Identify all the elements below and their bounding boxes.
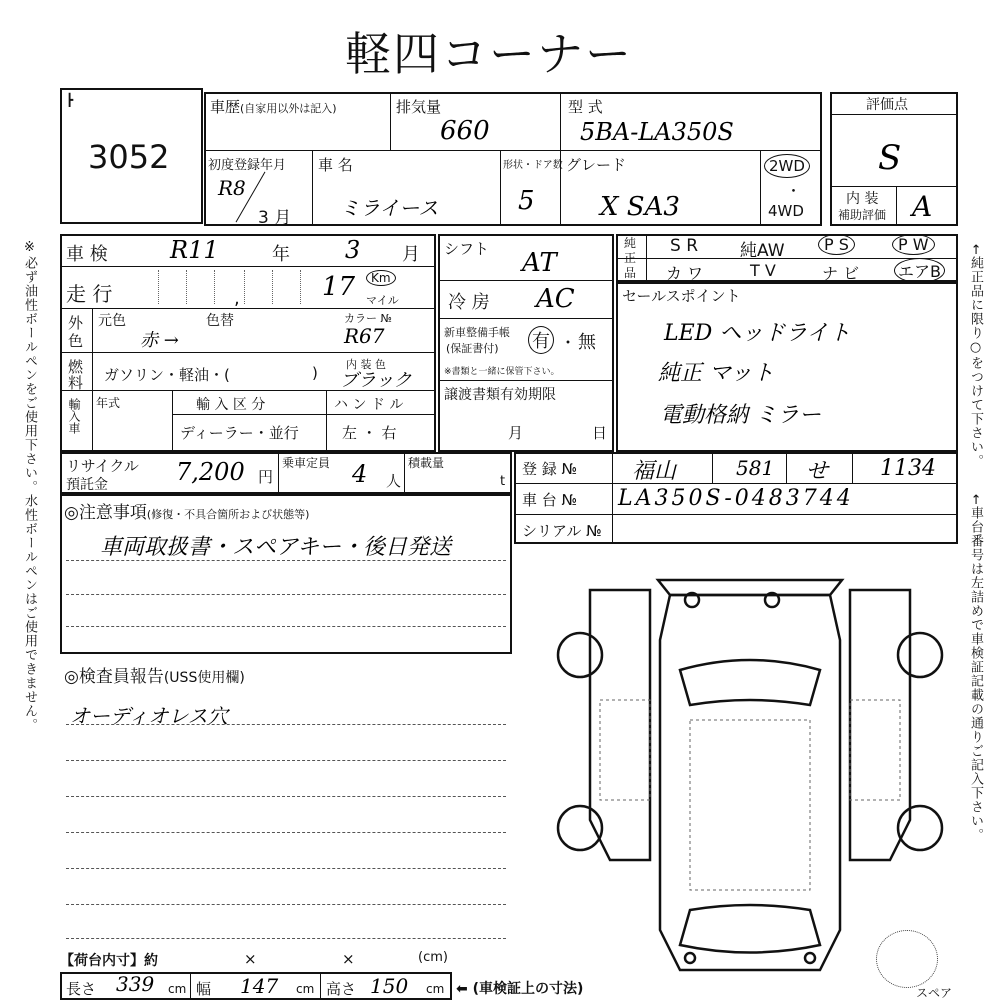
- genuine-label-3: 品: [624, 266, 637, 280]
- genuine-ps[interactable]: P S: [818, 234, 855, 255]
- import-year-label: 年式: [96, 396, 121, 410]
- inspector-sub: (USS使用欄): [163, 670, 245, 686]
- exterior-label-2: 色: [68, 332, 84, 350]
- exterior-value: 赤 →: [140, 330, 179, 351]
- maintenance-yes[interactable]: 有: [528, 326, 554, 354]
- fuel-label-2: 料: [68, 374, 84, 392]
- inspection-month-unit: 月: [402, 244, 420, 265]
- registration-place: 福山: [632, 459, 677, 484]
- displacement-label: 排気量: [396, 98, 442, 116]
- grade-value: X SA3: [600, 192, 680, 222]
- displacement-value: 660: [440, 116, 490, 146]
- history-label: [210, 96, 337, 117]
- cargo-x1: ×: [244, 950, 257, 968]
- color-no-value: R67: [344, 324, 385, 348]
- rating-label: 評価点: [866, 97, 908, 113]
- inspection-era: R11: [170, 236, 219, 264]
- spare-label: スペア: [916, 986, 953, 1000]
- car-name-value: ミライース: [340, 196, 439, 220]
- genuine-aw[interactable]: 純AW: [740, 241, 785, 261]
- rating-value: S: [878, 138, 902, 178]
- sales-point-3: 電動格納 ミラー: [660, 403, 821, 428]
- model-label: 型 式: [568, 98, 603, 116]
- handle-value: 左 ・ 右: [342, 424, 397, 442]
- left-side-note: ※必ず油性ボールペンをご使用下さい。水性ボールペンはご使用できません。: [22, 240, 37, 732]
- mileage-sep: ,: [234, 288, 240, 309]
- cargo-x2: ×: [342, 950, 355, 968]
- doors-label: 形状・ドア数: [503, 160, 563, 171]
- inspector-label-text: ◎検査員報告: [64, 667, 164, 687]
- height-label: 高さ: [326, 980, 357, 998]
- genuine-label-1: 純: [624, 236, 637, 250]
- width-label: 幅: [196, 980, 212, 998]
- sales-points-label: セールスポイント: [622, 287, 741, 305]
- history-label-text: 車歴: [210, 98, 241, 116]
- cargo-label: 【荷台内寸】約: [60, 953, 158, 969]
- load-label: 積載量: [408, 456, 445, 470]
- handle-label: ハ ン ド ル: [334, 397, 404, 413]
- registration-number: 1134: [880, 456, 936, 481]
- genuine-label-2: 正: [624, 251, 637, 265]
- exterior-label-1: 外: [68, 314, 84, 332]
- notes-line-1: 車両取扱書・スペアキー・後日発送: [100, 535, 452, 560]
- inspection-label: 車 検: [66, 244, 108, 265]
- genuine-navi[interactable]: ナ ビ: [822, 264, 860, 283]
- mileage-unit-km[interactable]: Km: [366, 270, 396, 286]
- interior-grade-label-2: 補助評価: [838, 208, 887, 222]
- recycle-value: 7,200: [176, 458, 245, 486]
- chassis-value: LA350S-0483744: [618, 486, 854, 511]
- sales-point-2: 純正 マット: [658, 361, 775, 386]
- inspector-line-1: オーディオレス穴: [70, 704, 228, 728]
- import-category-value: ディーラー・並行: [180, 424, 299, 442]
- recycle-unit: 円: [258, 468, 274, 486]
- mileage-value: 17: [322, 272, 356, 302]
- genuine-kawa[interactable]: カ ワ: [666, 264, 704, 283]
- history-note: (自家用以外は記入): [240, 102, 337, 115]
- grade-label: グレード: [566, 156, 627, 174]
- genuine-sr[interactable]: S R: [670, 236, 699, 256]
- first-reg-month: 3 月: [258, 208, 292, 228]
- chassis-label: 車 台 №: [522, 491, 578, 509]
- length-label: 長さ: [66, 980, 97, 998]
- right-side-note-2: ←車台番号は左詰めで車検証記載の通りご記入下さい。: [968, 494, 983, 842]
- width-value: 147: [240, 974, 279, 998]
- transfer-label: 譲渡書類有効期限: [444, 387, 556, 403]
- aircon-label: 冷 房: [448, 292, 490, 313]
- serial-label: シリアル №: [522, 522, 602, 540]
- fuel-close: ): [312, 364, 318, 382]
- maintenance-sep: ・: [560, 333, 577, 352]
- interior-color-label: 内 装 色: [346, 358, 386, 371]
- lot-number: 3052: [88, 138, 170, 176]
- capacity-unit: 人: [386, 472, 402, 490]
- import-label: 輸入車: [67, 398, 81, 434]
- car-name-label: 車 名: [318, 156, 353, 174]
- drive-dot: ・: [786, 182, 802, 200]
- right-side-note-1: ←純正品に限り○をつけて下さい。: [968, 244, 983, 468]
- registration-kana: せ: [806, 459, 829, 484]
- notes-sub: (修復・不具合箇所および状態等): [146, 508, 310, 521]
- exterior-change-label: 色替: [206, 313, 234, 329]
- genuine-airbag[interactable]: エアB: [894, 258, 945, 283]
- exterior-orig-label: 元色: [98, 313, 126, 329]
- corner-mark: ┣: [66, 93, 74, 107]
- genuine-tv[interactable]: T V: [750, 261, 776, 280]
- drive-4wd[interactable]: 4WD: [768, 202, 804, 220]
- recycle-label-1: リサイクル: [66, 457, 139, 475]
- recycle-label-2: 預託金: [66, 477, 108, 493]
- dims-note: ⬅ (車検証上の寸法): [456, 981, 584, 997]
- spare-tire-icon[interactable]: [876, 930, 938, 988]
- notes-label: [64, 498, 309, 523]
- length-value: 339: [116, 972, 155, 996]
- notes-label-text: ◎注意事項: [64, 503, 147, 523]
- import-category-label: 輸 入 区 分: [196, 397, 266, 413]
- maintenance-no[interactable]: 無: [578, 332, 596, 353]
- first-reg-label: 初度登録年月: [208, 158, 287, 173]
- fuel-label-1: 燃: [68, 358, 84, 376]
- mileage-unit-mile: マイル: [366, 294, 399, 307]
- car-damage-diagram[interactable]: [540, 560, 960, 980]
- inspection-year-unit: 年: [272, 244, 290, 265]
- sales-point-1: LED ヘッドライト: [664, 321, 851, 346]
- length-unit: cm: [168, 982, 187, 996]
- first-reg-year: R8: [218, 176, 246, 200]
- cargo-unit: (cm): [418, 950, 448, 965]
- interior-color-value: ブラック: [340, 370, 412, 391]
- maintenance-sub: (保証書付): [446, 342, 499, 355]
- fuel-text: ガソリン・軽油・(: [104, 366, 230, 384]
- capacity-label: 乗車定員: [282, 456, 331, 470]
- registration-label: 登 録 №: [522, 460, 578, 478]
- transfer-day: 日: [592, 424, 608, 442]
- interior-grade-label-1: 内 装: [846, 191, 879, 207]
- height-unit: cm: [426, 982, 445, 996]
- transfer-month: 月: [508, 424, 524, 442]
- interior-grade-value: A: [912, 190, 933, 223]
- aircon-value: AC: [536, 284, 575, 314]
- drive-2wd[interactable]: 2WD: [764, 154, 810, 178]
- genuine-pw[interactable]: P W: [892, 234, 935, 255]
- shift-label: シフト: [444, 240, 490, 258]
- model-value: 5BA-LA350S: [580, 118, 734, 146]
- capacity-value: 4: [352, 460, 368, 488]
- load-unit: t: [500, 474, 506, 489]
- color-no-label: カラー №: [344, 312, 392, 325]
- page-title: 軽四コーナー: [345, 27, 633, 81]
- inspector-label: [64, 662, 245, 687]
- height-value: 150: [370, 974, 409, 998]
- maintenance-label: 新車整備手帳: [444, 326, 510, 339]
- registration-class: 581: [736, 456, 775, 480]
- mileage-label: 走 行: [66, 282, 113, 306]
- doors-value: 5: [518, 186, 535, 216]
- width-unit: cm: [296, 982, 315, 996]
- shift-value: AT: [522, 248, 557, 278]
- inspection-month: 3: [345, 236, 361, 264]
- maintenance-note: ※書類と一緒に保管下さい。: [444, 367, 560, 377]
